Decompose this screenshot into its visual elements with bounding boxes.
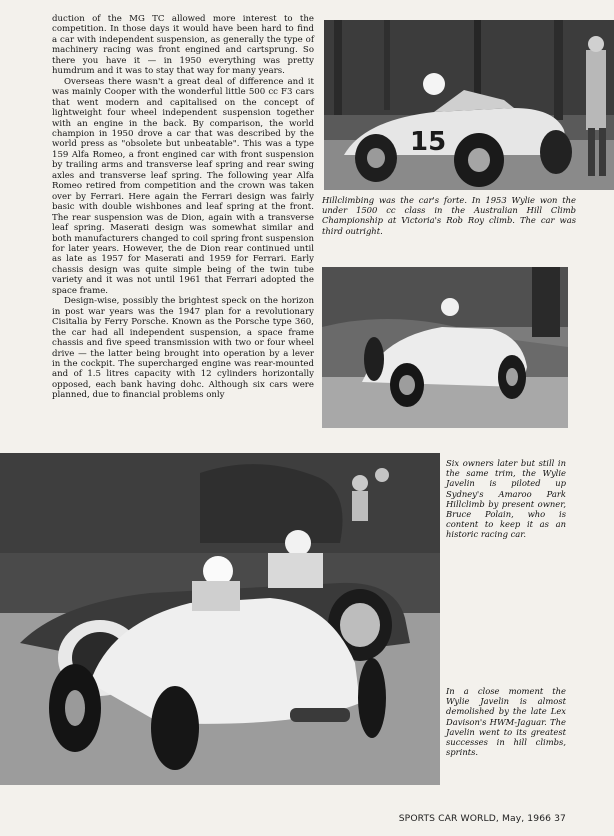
article-paragraph-1: duction of the MG TC allowed more interest to the competition. In those days it would have been hard to find a car with independent suspension, as generally the type of machinery racing was front engined and cartsprung. So there you have it — in 1950 everything was pretty humdrum and it was to stay that way for many years. (52, 14, 314, 77)
caption-six-owners: Six owners later but still in the same trim, the Wylie Javelin is piloted up Sydney's Amaroo Park Hillclimb by present owner, Bruce Polain, who is content to keep it as an historic racing car. (446, 458, 566, 540)
article-paragraph-2: Overseas there wasn't a great deal of difference and it was mainly Cooper with the wonderful little 500 cc F3 cars that went modern and capitalised on the concept of lightweight four wheel independent suspension together with an engine in the back. By comparison, the world champion in 1950 drove a car that was described by the world press as "obsolete but unbeatable". This was a type 159 Alfa Romeo, a front engined car with front suspension by trailing arms and transverse leaf spring and rear swing axles and transverse leaf spring. The following year Alfa Romeo retired from competition and the crown was taken over by Ferrari. Here again the Ferrari design was fairly basic with double wishbones and leaf spring at the front. The rear suspension was de Dion, again with a transverse leaf spring. Maserati design was somewhat similar and both manufacturers changed to coil spring front suspension for later years. However, the de Dion rear continued until as late as 1957 for Maserati and 1959 for Ferrari. Early chassis design was quite simple being of the twin tube variety and it was not until 1961 that Ferrari adopted the space frame. (52, 76, 314, 296)
photo-rob-roy-climb (322, 267, 568, 428)
article-paragraph-3: Design-wise, possibly the brightest speck on the horizon in post war years was the 1947 plan for a revolutionary Cisitalia by Ferry Porsche. Known as the Porsche type 360, the car had all independent suspension, a space frame chassis and five speed transmission with two or four wheel drive — the latter being brought into operation by a lever in the cockpit. The supercharged engine was rear-mounted and of 1.5 litres capacity with 12 cylinders horizontally opposed, each bank having dohc. Although six cars were planned, due to financial problems only (52, 296, 314, 401)
car-number-15: 15 (410, 127, 447, 157)
caption-close-moment: In a close moment the Wylie Javelin is almost demolished by the late Lex Davison's HWM-Jaguar. The Javelin went to its greatest successes in hill climbs, sprints. (446, 686, 566, 758)
article-body (52, 14, 314, 401)
photo-rob-roy-image (322, 267, 568, 428)
photo-close-moment-image (0, 453, 440, 785)
page-footer: SPORTS CAR WORLD, May, 1966 37 (398, 813, 566, 824)
photo-hillclimb-image (324, 20, 614, 190)
caption-hillclimb: Hillclimbing was the car's forte. In 1953 Wylie won the under 1500 cc class in the Australian Hill Climb Championship at Victoria's Rob Roy climb. The car was third outright. (322, 195, 576, 236)
photo-close-moment-hwm-jaguar (0, 453, 440, 785)
photo-hillclimb-car-15 (324, 20, 614, 190)
